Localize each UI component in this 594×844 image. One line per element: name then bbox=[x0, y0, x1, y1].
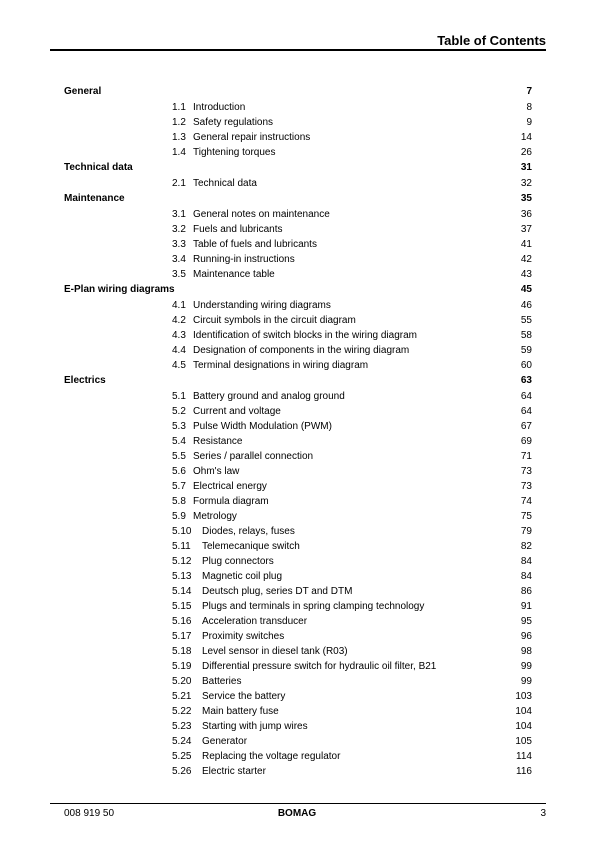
toc-page-number: 32 bbox=[520, 178, 532, 189]
toc-page-number: 103 bbox=[515, 691, 532, 702]
toc-section-title: Magnetic coil plug bbox=[202, 571, 283, 582]
toc-section-number: 3.4 bbox=[172, 254, 186, 265]
toc-section-title: Level sensor in diesel tank (R03) bbox=[202, 646, 348, 657]
toc-section-number: 5.5 bbox=[172, 451, 186, 462]
toc-section-row[interactable] bbox=[64, 704, 532, 719]
toc-section-row[interactable] bbox=[64, 343, 532, 358]
toc-section-row[interactable] bbox=[64, 674, 532, 689]
toc-section-number: 1.2 bbox=[172, 117, 186, 128]
toc-section-row[interactable] bbox=[64, 494, 532, 509]
toc-section-number: 5.20 bbox=[172, 676, 192, 687]
toc-page-number: 64 bbox=[520, 391, 532, 402]
toc-section-number: 5.19 bbox=[172, 661, 192, 672]
toc-section-title: Current and voltage bbox=[193, 406, 281, 417]
toc-section-number: 4.4 bbox=[172, 345, 186, 356]
toc-page-number: 41 bbox=[520, 239, 532, 250]
toc-section-row[interactable] bbox=[64, 176, 532, 191]
toc-page-number: 37 bbox=[520, 224, 532, 235]
toc-section-row[interactable] bbox=[64, 298, 532, 313]
toc-chapter-title: Maintenance bbox=[64, 193, 125, 204]
toc-section-title: Main battery fuse bbox=[202, 706, 279, 717]
toc-page-number: 96 bbox=[520, 631, 532, 642]
toc-section-title: Battery ground and analog ground bbox=[193, 391, 345, 402]
toc-section-title: Terminal designations in wiring diagram bbox=[193, 360, 369, 371]
toc-section-row[interactable] bbox=[64, 479, 532, 494]
toc-section-row[interactable] bbox=[64, 328, 532, 343]
toc-page-number: 69 bbox=[520, 436, 532, 447]
toc-section-title: Acceleration transducer bbox=[202, 616, 308, 627]
toc-section-row[interactable] bbox=[64, 389, 532, 404]
toc-section-number: 5.1 bbox=[172, 391, 186, 402]
toc-page-number: 67 bbox=[520, 421, 532, 432]
toc-page-number: 45 bbox=[520, 284, 532, 295]
toc-section-row[interactable] bbox=[64, 584, 532, 599]
toc-section-title: Differential pressure switch for hydraulic oil filter, B21 bbox=[202, 661, 437, 672]
toc-page-number: 99 bbox=[520, 661, 532, 672]
toc-section-number: 4.1 bbox=[172, 300, 186, 311]
toc-chapter-row[interactable] bbox=[64, 160, 532, 176]
toc-section-row[interactable] bbox=[64, 404, 532, 419]
toc-section-title: Designation of components in the wiring diagram bbox=[193, 345, 410, 356]
toc-section-title: Electrical energy bbox=[193, 481, 267, 492]
toc-section-row[interactable] bbox=[64, 222, 532, 237]
toc-section-row[interactable] bbox=[64, 130, 532, 145]
toc-section-row[interactable] bbox=[64, 614, 532, 629]
toc-page-number: 8 bbox=[526, 102, 532, 113]
toc-section-title: General notes on maintenance bbox=[193, 209, 330, 220]
toc-page-number: 84 bbox=[520, 556, 532, 567]
toc-section-title: Generator bbox=[202, 736, 248, 747]
toc-page-number: 79 bbox=[520, 526, 532, 537]
toc-page-number: 59 bbox=[520, 345, 532, 356]
toc-section-number: 5.2 bbox=[172, 406, 186, 417]
toc-page-number: 58 bbox=[520, 330, 532, 341]
toc-section-title: Formula diagram bbox=[193, 496, 269, 507]
toc-page-number: 43 bbox=[520, 269, 532, 280]
toc-section-number: 5.16 bbox=[172, 616, 192, 627]
toc-page-number: 95 bbox=[520, 616, 532, 627]
toc-section-row[interactable] bbox=[64, 524, 532, 539]
toc-section-row[interactable] bbox=[64, 115, 532, 130]
toc-section-number: 5.8 bbox=[172, 496, 186, 507]
toc-page-number: 116 bbox=[516, 766, 532, 777]
brand-name: BOMAG bbox=[277, 808, 317, 819]
toc-section-number: 1.3 bbox=[172, 132, 186, 143]
toc-section-title: Ohm's law bbox=[193, 466, 240, 477]
toc-page-number: 71 bbox=[520, 451, 532, 462]
toc-section-number: 5.9 bbox=[172, 511, 186, 522]
toc-section-title: Pulse Width Modulation (PWM) bbox=[193, 421, 332, 432]
toc-section-row[interactable] bbox=[64, 554, 532, 569]
toc-page-number: 7 bbox=[526, 86, 532, 97]
toc-section-title: Fuels and lubricants bbox=[193, 224, 283, 235]
toc-chapter-title: General bbox=[64, 86, 102, 97]
header-divider bbox=[50, 49, 546, 51]
toc-section-number: 4.5 bbox=[172, 360, 186, 371]
toc-chapter-row[interactable] bbox=[64, 84, 532, 100]
toc-section-number: 5.7 bbox=[172, 481, 186, 492]
toc-page-number: 36 bbox=[520, 209, 532, 220]
toc-section-row[interactable] bbox=[64, 749, 532, 764]
toc-page-number: 46 bbox=[520, 300, 532, 311]
toc-section-title: Deutsch plug, series DT and DTM bbox=[202, 586, 353, 597]
toc-page-number: 84 bbox=[520, 571, 532, 582]
toc-section-number: 5.25 bbox=[172, 751, 192, 762]
toc-page-number: 14 bbox=[520, 132, 532, 143]
toc-section-title: Understanding wiring diagrams bbox=[193, 300, 331, 311]
toc-section-title: Running-in instructions bbox=[193, 254, 295, 265]
toc-section-title: Diodes, relays, fuses bbox=[202, 526, 295, 537]
toc-page-number: 64 bbox=[520, 406, 532, 417]
toc-section-title: General repair instructions bbox=[193, 132, 311, 143]
toc-section-number: 3.1 bbox=[172, 209, 186, 220]
toc-section-row[interactable] bbox=[64, 464, 532, 479]
toc-section-title: Resistance bbox=[193, 436, 243, 447]
toc-section-row[interactable] bbox=[64, 434, 532, 449]
toc-section-row[interactable] bbox=[64, 689, 532, 704]
toc-section-number: 3.3 bbox=[172, 239, 186, 250]
toc-page-number: 91 bbox=[520, 601, 532, 612]
toc-section-number: 5.17 bbox=[172, 631, 192, 642]
toc-section-row[interactable] bbox=[64, 267, 532, 282]
footer-divider bbox=[50, 803, 546, 804]
toc-section-number: 5.23 bbox=[172, 721, 192, 732]
page-number: 3 bbox=[540, 808, 546, 819]
toc-section-number: 5.24 bbox=[172, 736, 192, 747]
toc-section-number: 5.10 bbox=[172, 526, 192, 537]
toc-section-title: Plug connectors bbox=[202, 556, 274, 567]
toc-section-number: 5.26 bbox=[172, 766, 192, 777]
toc-section-title: Table of fuels and lubricants bbox=[193, 239, 317, 250]
toc-section-title: Starting with jump wires bbox=[202, 721, 308, 732]
toc-section-row[interactable] bbox=[64, 764, 532, 779]
toc-section-row[interactable] bbox=[64, 237, 532, 252]
toc-section-row[interactable] bbox=[64, 509, 532, 524]
toc-section-title: Circuit symbols in the circuit diagram bbox=[193, 315, 356, 326]
toc-section-row[interactable] bbox=[64, 100, 532, 115]
toc-section-row[interactable] bbox=[64, 569, 532, 584]
toc-section-row[interactable] bbox=[64, 659, 532, 674]
toc-section-row[interactable] bbox=[64, 419, 532, 434]
toc-section-row[interactable] bbox=[64, 145, 532, 160]
toc-section-row[interactable] bbox=[64, 449, 532, 464]
toc-page-number: 82 bbox=[520, 541, 532, 552]
document-number: 008 919 50 bbox=[64, 808, 115, 819]
toc-section-number: 3.2 bbox=[172, 224, 186, 235]
toc-section-title: Series / parallel connection bbox=[193, 451, 314, 462]
toc-page-number: 26 bbox=[520, 147, 532, 158]
toc-section-title: Electric starter bbox=[202, 766, 266, 777]
toc-section-title: Plugs and terminals in spring clamping technology bbox=[202, 601, 425, 612]
page-title: Table of Contents bbox=[437, 33, 546, 48]
toc-section-row[interactable] bbox=[64, 358, 532, 373]
toc-chapter-title: Electrics bbox=[64, 375, 106, 386]
toc-page-number: 104 bbox=[515, 706, 532, 717]
toc-page-number: 55 bbox=[520, 315, 532, 326]
toc-chapter-row[interactable] bbox=[64, 282, 532, 298]
toc-page-number: 35 bbox=[520, 193, 532, 204]
toc-section-title: Technical data bbox=[193, 178, 257, 189]
toc-section-row[interactable] bbox=[64, 539, 532, 554]
toc-section-number: 5.13 bbox=[172, 571, 192, 582]
toc-section-title: Proximity switches bbox=[202, 631, 285, 642]
toc-section-title: Identification of switch blocks in the wiring diagram bbox=[193, 330, 417, 341]
toc-section-number: 2.1 bbox=[172, 178, 186, 189]
toc-page-number: 74 bbox=[520, 496, 532, 507]
toc-page-number: 75 bbox=[520, 511, 532, 522]
toc-section-title: Safety regulations bbox=[193, 117, 274, 128]
toc-section-title: Service the battery bbox=[202, 691, 286, 702]
toc-section-title: Tightening torques bbox=[193, 147, 276, 158]
toc-section-number: 1.1 bbox=[172, 102, 186, 113]
toc-section-row[interactable] bbox=[64, 207, 532, 222]
toc-section-title: Maintenance table bbox=[193, 269, 275, 280]
toc-page-number: 73 bbox=[520, 466, 532, 477]
toc-page-number: 104 bbox=[515, 721, 532, 732]
toc-section-title: Replacing the voltage regulator bbox=[202, 751, 341, 762]
toc-section-row[interactable] bbox=[64, 719, 532, 734]
toc-chapter-row[interactable] bbox=[64, 373, 532, 389]
toc-section-row[interactable] bbox=[64, 599, 532, 614]
toc-section-number: 5.4 bbox=[172, 436, 186, 447]
toc-chapter-row[interactable] bbox=[64, 191, 532, 207]
toc-section-title: Telemecanique switch bbox=[202, 541, 300, 552]
toc-section-number: 4.2 bbox=[172, 315, 186, 326]
toc-section-number: 5.3 bbox=[172, 421, 186, 432]
toc-page-number: 42 bbox=[520, 254, 532, 265]
toc-page-number: 99 bbox=[520, 676, 532, 687]
toc-section-title: Introduction bbox=[193, 102, 246, 113]
toc-section-row[interactable] bbox=[64, 252, 532, 267]
toc-section-number: 5.15 bbox=[172, 601, 192, 612]
toc-section-number: 4.3 bbox=[172, 330, 186, 341]
toc-page-number: 9 bbox=[526, 117, 532, 128]
toc-section-row[interactable] bbox=[64, 629, 532, 644]
toc-section-row[interactable] bbox=[64, 734, 532, 749]
toc-section-number: 1.4 bbox=[172, 147, 186, 158]
toc-section-number: 5.21 bbox=[172, 691, 192, 702]
table-of-contents bbox=[64, 84, 532, 779]
toc-section-row[interactable] bbox=[64, 313, 532, 328]
toc-chapter-title: Technical data bbox=[64, 162, 133, 173]
toc-section-title: Metrology bbox=[193, 511, 237, 522]
toc-page-number: 31 bbox=[520, 162, 532, 173]
toc-section-number: 3.5 bbox=[172, 269, 186, 280]
toc-chapter-title: E-Plan wiring diagrams bbox=[64, 284, 175, 295]
toc-page-number: 73 bbox=[520, 481, 532, 492]
toc-section-title: Batteries bbox=[202, 676, 242, 687]
toc-page-number: 86 bbox=[520, 586, 532, 597]
toc-section-number: 5.14 bbox=[172, 586, 192, 597]
toc-section-number: 5.18 bbox=[172, 646, 192, 657]
toc-section-row[interactable] bbox=[64, 644, 532, 659]
toc-section-number: 5.11 bbox=[172, 541, 191, 552]
toc-page-number: 63 bbox=[520, 375, 532, 386]
toc-section-number: 5.6 bbox=[172, 466, 186, 477]
toc-page-number: 60 bbox=[520, 360, 532, 371]
toc-page-number: 98 bbox=[520, 646, 532, 657]
toc-page-number: 105 bbox=[515, 736, 532, 747]
toc-section-number: 5.22 bbox=[172, 706, 192, 717]
toc-section-number: 5.12 bbox=[172, 556, 192, 567]
toc-page-number: 114 bbox=[516, 751, 532, 762]
